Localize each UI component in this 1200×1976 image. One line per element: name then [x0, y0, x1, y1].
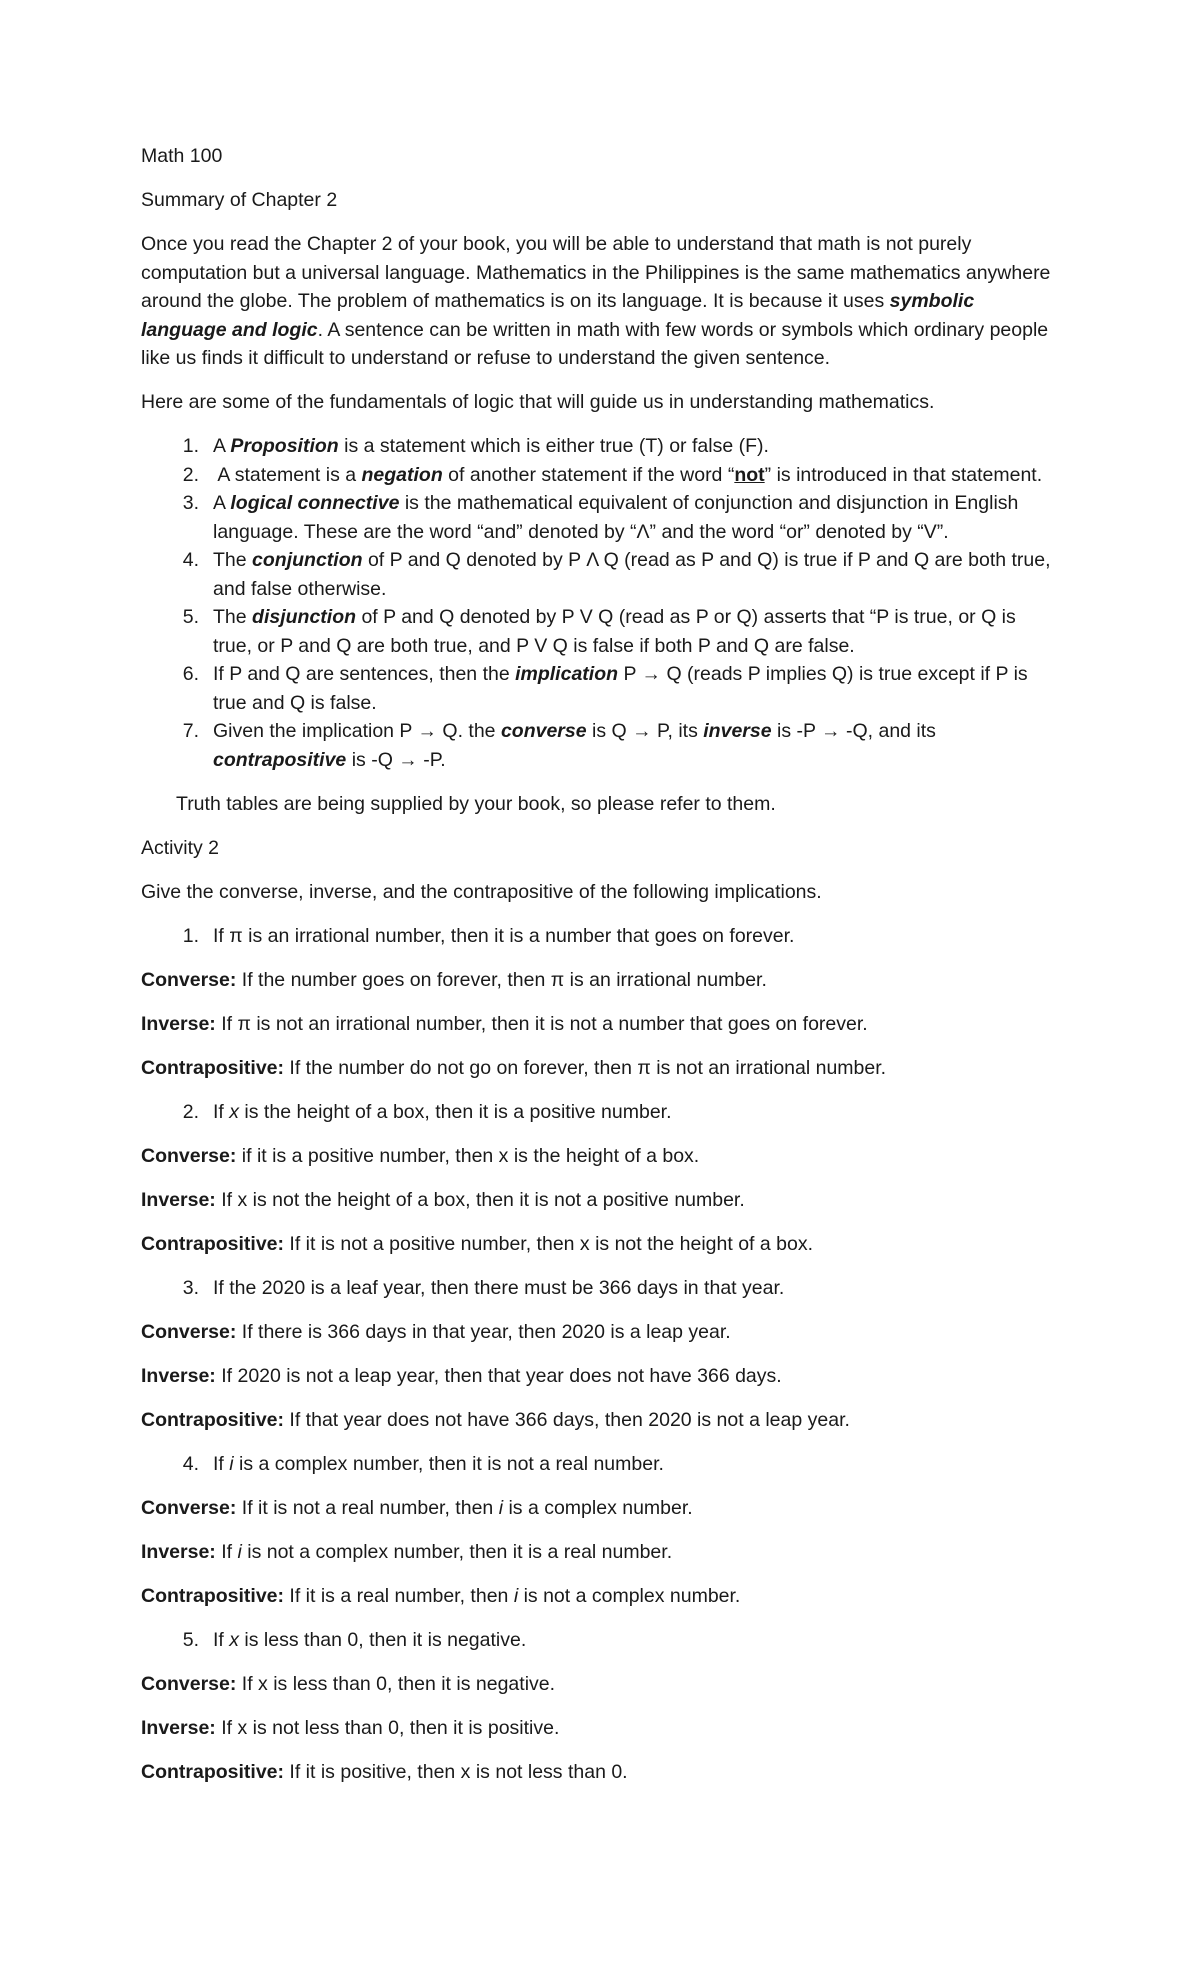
variable: i: [229, 1452, 234, 1475]
page-subtitle: Summary of Chapter 2: [141, 189, 338, 211]
text-run: If: [213, 1452, 230, 1475]
answer-text: If the number goes on forever, then π is an irrational number.: [236, 968, 767, 991]
term: Proposition: [230, 435, 339, 457]
text-run: P → Q (reads P implies Q) is true except if P is true and Q is false.: [213, 663, 1028, 714]
answer-text: If x is not the height of a box, then it is not a positive number.: [215, 1188, 745, 1211]
variable: i: [498, 1496, 504, 1519]
variable: i: [237, 1540, 242, 1563]
list-text: [213, 461, 1060, 490]
text-run: If: [213, 1100, 230, 1123]
inverse-answer: [141, 1362, 1060, 1391]
answer-text: If that year does not have 366 days, then 2020 is not a leap year.: [284, 1408, 850, 1431]
contrapositive-answer: [141, 1758, 1060, 1787]
inverse-answer: [141, 1714, 1060, 1743]
list-number: 5.: [182, 1628, 199, 1651]
text-run: is -P → -Q, and its: [771, 720, 936, 742]
text-run: The: [213, 606, 253, 628]
list-text: [213, 660, 1060, 717]
list-text: [213, 432, 1060, 461]
text-run: Given the implication P → Q. the: [213, 720, 501, 742]
answer-text: If 2020 is not a leap year, then that year does not have 366 days.: [215, 1364, 782, 1387]
list-number: 2.: [182, 1100, 199, 1123]
term: inverse: [703, 720, 772, 742]
term: implication: [515, 663, 619, 685]
list-item: [141, 432, 1060, 461]
text-run: If P and Q are sentences, then the: [213, 663, 516, 685]
answer-text: is not a complex number, then it is a real number.: [241, 1540, 673, 1563]
intro-text-a: Once you read the Chapter 2 of your book, you will be able to understand that math is not purely computation but a universal language. Mathematics in the Philippines is the same mathematics anywhere around the globe. The problem of mathematics is on its language. It is because it uses: [141, 233, 1051, 312]
text-run: is Q → P, its: [586, 720, 704, 742]
activity-instructions: Give the converse, inverse, and the contrapositive of the following implications.: [141, 880, 822, 903]
inverse-label: Inverse:: [141, 1540, 216, 1563]
term: converse: [500, 720, 587, 742]
text-run: is a statement which is either true (T) or false (F).: [338, 435, 769, 457]
answer-text: If: [215, 1540, 238, 1563]
converse-answer: [141, 1670, 1060, 1699]
statement-text: [213, 1098, 1060, 1127]
statement-text: [213, 1450, 1060, 1479]
text-run: If: [213, 1628, 230, 1651]
variable: i: [513, 1584, 519, 1607]
underlined-word: not: [734, 463, 765, 486]
exercise-statement: [141, 1626, 1060, 1655]
fundamentals-list: [141, 432, 1060, 774]
inverse-answer: [141, 1010, 1060, 1039]
answer-text: If x is less than 0, then it is negative.: [236, 1672, 556, 1695]
answer-text: If it is not a positive number, then x is not the height of a box.: [284, 1232, 813, 1255]
text-run: A: [213, 435, 231, 457]
list-text: [213, 546, 1060, 603]
answer-text: is not a complex number.: [518, 1584, 741, 1607]
contrapositive-label: Contrapositive:: [141, 1760, 285, 1783]
contrapositive-label: Contrapositive:: [141, 1408, 285, 1431]
inverse-label: Inverse:: [141, 1188, 216, 1211]
list-text: [213, 717, 1060, 774]
answer-text: If x is not less than 0, then it is positive.: [215, 1716, 560, 1739]
activity-title: Activity 2: [141, 836, 220, 859]
converse-answer: [141, 1318, 1060, 1347]
list-number: 6.: [182, 663, 199, 685]
fundamentals-intro: Here are some of the fundamentals of logic that will guide us in understanding mathematics.: [141, 391, 935, 413]
exercise-statement: [141, 1274, 1060, 1303]
text-run: is -Q → -P.: [346, 748, 446, 771]
answer-text: If there is 366 days in that year, then 2020 is a leap year.: [236, 1320, 731, 1343]
inverse-answer: [141, 1186, 1060, 1215]
converse-label: Converse:: [141, 1672, 237, 1695]
answer-text: If the number do not go on forever, then π is not an irrational number.: [284, 1056, 887, 1079]
contrapositive-answer: [141, 1230, 1060, 1259]
truth-tables-note: Truth tables are being supplied by your book, so please refer to them.: [176, 792, 776, 815]
answer-text: If it is positive, then x is not less than 0.: [284, 1760, 628, 1783]
text-run: of P and Q denoted by P V Q (read as P or Q) asserts that “P is true, or Q is true, or P and Q are both true, and P V Q is false if both P and Q are false.: [213, 606, 1016, 657]
list-item: [141, 489, 1060, 546]
converse-label: Converse:: [141, 1144, 237, 1167]
contrapositive-answer: [141, 1054, 1060, 1083]
contrapositive-answer: [141, 1582, 1060, 1611]
text-run: of another statement if the word “: [442, 463, 735, 486]
contrapositive-label: Contrapositive:: [141, 1056, 285, 1079]
list-item: [141, 717, 1060, 774]
list-number: 2.: [182, 463, 199, 486]
answer-text: If it is a real number, then: [284, 1584, 514, 1607]
statement-text: [213, 1626, 1060, 1655]
contrapositive-label: Contrapositive:: [141, 1232, 285, 1255]
text-run: is less than 0, then it is negative.: [239, 1628, 527, 1651]
exercise-statement: [141, 1098, 1060, 1127]
list-number: 4.: [182, 1452, 199, 1475]
answer-text: If π is not an irrational number, then it is not a number that goes on forever.: [215, 1012, 868, 1035]
list-number: 1.: [182, 924, 199, 947]
text-run: A statement is a: [213, 463, 362, 486]
answer-text: is a complex number.: [503, 1496, 693, 1519]
list-item: [141, 461, 1060, 490]
list-number: 3.: [182, 492, 199, 514]
text-run: is the height of a box, then it is a positive number.: [239, 1100, 672, 1123]
converse-answer: [141, 966, 1060, 995]
intro-text-b: . A sentence can be written in math with few words or symbols which ordinary people like us finds it difficult to understand or refuse to understand the given sentence.: [141, 318, 1049, 369]
converse-label: Converse:: [141, 968, 237, 991]
converse-answer: [141, 1142, 1060, 1171]
list-text: [213, 603, 1060, 660]
text-run: A: [213, 492, 231, 514]
answer-text: If it is not a real number, then: [236, 1496, 499, 1519]
answer-text: if it is a positive number, then x is the height of a box.: [236, 1144, 700, 1167]
list-item: [141, 603, 1060, 660]
intro-paragraph: [141, 230, 1060, 373]
converse-answer: [141, 1494, 1060, 1523]
list-number: 7.: [182, 720, 199, 742]
course-title: Math 100: [141, 145, 223, 167]
text-run: is a complex number, then it is not a real number.: [233, 1452, 664, 1475]
converse-label: Converse:: [141, 1496, 237, 1519]
list-number: 3.: [182, 1276, 199, 1299]
text-run: of P and Q denoted by P Λ Q (read as P and Q) is true if P and Q are both true, and false otherwise.: [213, 549, 1051, 600]
term: disjunction: [252, 606, 357, 628]
statement-text: If π is an irrational number, then it is a number that goes on forever.: [213, 924, 795, 947]
intro-emphasis: symbolic language and logic: [141, 290, 975, 341]
exercise-statement: [141, 922, 1060, 951]
list-item: [141, 660, 1060, 717]
text-run: is the mathematical equivalent of conjunction and disjunction in English language. These are the word “and” denoted by “Λ” and the word “or” denoted by “V”.: [213, 492, 1019, 543]
contrapositive-answer: [141, 1406, 1060, 1435]
term: negation: [361, 463, 443, 486]
list-text: [213, 489, 1060, 546]
inverse-answer: [141, 1538, 1060, 1567]
term: conjunction: [252, 549, 363, 571]
exercise-statement: [141, 1450, 1060, 1479]
text-run: The: [213, 549, 253, 571]
contrapositive-label: Contrapositive:: [141, 1584, 285, 1607]
term: logical connective: [230, 492, 400, 514]
inverse-label: Inverse:: [141, 1364, 216, 1387]
list-number: 5.: [182, 606, 199, 628]
inverse-label: Inverse:: [141, 1716, 216, 1739]
list-number: 1.: [182, 435, 199, 457]
variable: x: [229, 1100, 240, 1123]
list-number: 4.: [182, 549, 199, 571]
text-run: ” is introduced in that statement.: [764, 463, 1043, 486]
converse-label: Converse:: [141, 1320, 237, 1343]
term: contrapositive: [213, 748, 347, 771]
variable: x: [229, 1628, 240, 1651]
statement-text: If the 2020 is a leaf year, then there must be 366 days in that year.: [213, 1276, 785, 1299]
inverse-label: Inverse:: [141, 1012, 216, 1035]
list-item: [141, 546, 1060, 603]
